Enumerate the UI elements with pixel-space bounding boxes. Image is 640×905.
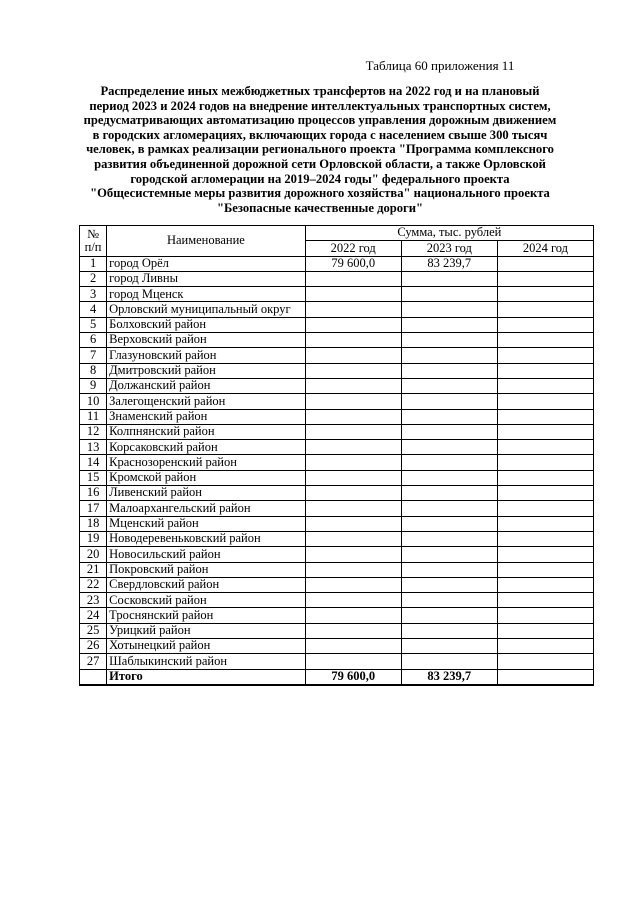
row-number: 1 [80, 256, 107, 271]
row-number: 18 [80, 516, 107, 531]
row-value-2022 [305, 639, 401, 654]
row-number: 5 [80, 317, 107, 332]
row-value-2024 [497, 639, 593, 654]
row-value-2022 [305, 271, 401, 286]
row-value-2024 [497, 271, 593, 286]
row-value-2022 [305, 409, 401, 424]
table-row [80, 608, 594, 623]
row-value-2024 [497, 409, 593, 424]
table-row [80, 394, 594, 409]
row-value-2022 [305, 424, 401, 439]
table-row [80, 256, 594, 271]
row-value-2022 [305, 562, 401, 577]
row-value-2022 [305, 501, 401, 516]
row-value-2024 [497, 501, 593, 516]
row-number: 16 [80, 486, 107, 501]
row-number: 21 [80, 562, 107, 577]
row-value-2024 [497, 593, 593, 608]
row-name: Ливенский район [107, 486, 305, 501]
row-value-2023 [401, 302, 497, 317]
row-value-2022 [305, 516, 401, 531]
row-value-2022 [305, 317, 401, 332]
table-row [80, 470, 594, 485]
row-value-2023: 83 239,7 [401, 256, 497, 271]
row-value-2024 [497, 394, 593, 409]
row-value-2022 [305, 470, 401, 485]
row-name: Покровский район [107, 562, 305, 577]
row-value-2023 [401, 623, 497, 638]
row-number: 4 [80, 302, 107, 317]
row-name: Краснозоренский район [107, 455, 305, 470]
row-value-2023 [401, 394, 497, 409]
row-value-2022 [305, 394, 401, 409]
row-name: Глазуновский район [107, 348, 305, 363]
row-value-2024 [497, 516, 593, 531]
row-value-2024 [497, 317, 593, 332]
header-name: Наименование [107, 226, 305, 257]
row-value-2023 [401, 547, 497, 562]
transfers-table [79, 225, 594, 686]
row-value-2024 [497, 378, 593, 393]
row-number: 6 [80, 333, 107, 348]
row-name: Шаблыкинский район [107, 654, 305, 669]
row-value-2023 [401, 348, 497, 363]
row-name: Малоархангельский район [107, 501, 305, 516]
table-row [80, 593, 594, 608]
row-value-2024 [497, 424, 593, 439]
row-number: 15 [80, 470, 107, 485]
table-row [80, 287, 594, 302]
row-name: Кромской район [107, 470, 305, 485]
row-name: Должанский район [107, 378, 305, 393]
row-value-2022 [305, 287, 401, 302]
row-value-2022 [305, 348, 401, 363]
row-number: 14 [80, 455, 107, 470]
row-name: город Мценск [107, 287, 305, 302]
appendix-reference: Таблица 60 приложения 11 [365, 58, 515, 73]
table-row [80, 455, 594, 470]
row-name: Орловский муниципальный округ [107, 302, 305, 317]
row-name: Свердловский район [107, 577, 305, 592]
table-row [80, 302, 594, 317]
row-value-2024 [497, 608, 593, 623]
row-name: город Орёл [107, 256, 305, 271]
table-row [80, 348, 594, 363]
row-value-2023 [401, 455, 497, 470]
header-number: № п/п [80, 226, 107, 257]
row-number: 10 [80, 394, 107, 409]
row-value-2024 [497, 287, 593, 302]
row-value-2024 [497, 623, 593, 638]
table-row [80, 501, 594, 516]
row-value-2024 [497, 654, 593, 669]
row-number: 20 [80, 547, 107, 562]
header-year-2022: 2022 год [305, 241, 401, 256]
row-number: 8 [80, 363, 107, 378]
row-value-2023 [401, 486, 497, 501]
row-number: 2 [80, 271, 107, 286]
row-value-2023 [401, 409, 497, 424]
row-value-2022 [305, 531, 401, 546]
row-value-2023 [401, 577, 497, 592]
row-value-2022: 79 600,0 [305, 256, 401, 271]
row-value-2023 [401, 654, 497, 669]
table-row [80, 639, 594, 654]
row-name: Дмитровский район [107, 363, 305, 378]
row-value-2024 [497, 470, 593, 485]
row-value-2023 [401, 593, 497, 608]
row-value-2023 [401, 470, 497, 485]
row-number: 24 [80, 608, 107, 623]
row-number: 3 [80, 287, 107, 302]
table-row [80, 531, 594, 546]
row-value-2023 [401, 516, 497, 531]
row-name: Троснянский район [107, 608, 305, 623]
row-number: 19 [80, 531, 107, 546]
table-row [80, 424, 594, 439]
table-row [80, 654, 594, 669]
row-value-2024 [497, 348, 593, 363]
row-name: Болховский район [107, 317, 305, 332]
row-number: 25 [80, 623, 107, 638]
table-row [80, 363, 594, 378]
row-value-2022 [305, 547, 401, 562]
row-value-2022 [305, 378, 401, 393]
row-value-2024 [497, 302, 593, 317]
table-row [80, 271, 594, 286]
row-name: Новосильский район [107, 547, 305, 562]
row-number: 9 [80, 378, 107, 393]
row-value-2024 [497, 531, 593, 546]
row-name: Залегощенский район [107, 394, 305, 409]
row-value-2022 [305, 333, 401, 348]
row-value-2022 [305, 440, 401, 455]
row-number: 27 [80, 654, 107, 669]
row-name: город Ливны [107, 271, 305, 286]
table-row [80, 623, 594, 638]
row-value-2023 [401, 363, 497, 378]
row-value-2023 [401, 317, 497, 332]
document-title: Распределение иных межбюджетных трансфертов на 2022 год и на плановый период 2023 и 2024 годов на внедрение интеллектуальных транспортных систем, предусматривающих автоматизацию процессов управления дорожным движением в городских агломерациях, включающих города с населением свыше 300 тысяч человек, в рамках реализации регионального проекта "Программа комплексного развития объединенной дорожной сети Орловской области, а также Орловской городской агломерации на 2019–2024 годы" федерального проекта "Общесистемные меры развития дорожного хозяйства" национального проекта "Безопасные качественные дороги" [83, 84, 557, 215]
row-value-2022 [305, 623, 401, 638]
row-value-2022 [305, 455, 401, 470]
row-value-2024 [497, 455, 593, 470]
row-value-2022 [305, 577, 401, 592]
table-row [80, 486, 594, 501]
total-label: Итого [107, 669, 305, 685]
row-value-2023 [401, 440, 497, 455]
row-value-2024 [497, 440, 593, 455]
row-name: Урицкий район [107, 623, 305, 638]
row-number: 11 [80, 409, 107, 424]
row-value-2023 [401, 333, 497, 348]
table-row [80, 547, 594, 562]
row-value-2022 [305, 654, 401, 669]
row-value-2023 [401, 639, 497, 654]
table-row [80, 409, 594, 424]
row-value-2023 [401, 608, 497, 623]
row-name: Сосковский район [107, 593, 305, 608]
row-value-2024 [497, 333, 593, 348]
total-value-2023: 83 239,7 [401, 669, 497, 685]
row-value-2022 [305, 486, 401, 501]
total-value-2024 [497, 669, 593, 685]
table-row [80, 516, 594, 531]
row-number: 26 [80, 639, 107, 654]
row-number: 17 [80, 501, 107, 516]
row-value-2024 [497, 547, 593, 562]
header-year-2023: 2023 год [401, 241, 497, 256]
row-value-2023 [401, 378, 497, 393]
table-row [80, 440, 594, 455]
row-name: Корсаковский район [107, 440, 305, 455]
row-value-2022 [305, 593, 401, 608]
row-name: Хотынецкий район [107, 639, 305, 654]
row-number: 22 [80, 577, 107, 592]
row-name: Верховский район [107, 333, 305, 348]
row-name: Знаменский район [107, 409, 305, 424]
row-value-2023 [401, 562, 497, 577]
table-row [80, 317, 594, 332]
row-value-2023 [401, 271, 497, 286]
row-value-2023 [401, 287, 497, 302]
row-value-2024 [497, 562, 593, 577]
row-value-2024 [497, 577, 593, 592]
header-sum: Сумма, тыс. рублей [305, 226, 593, 241]
table-row [80, 333, 594, 348]
row-value-2023 [401, 424, 497, 439]
row-number: 23 [80, 593, 107, 608]
total-number [80, 669, 107, 685]
row-name: Колпнянский район [107, 424, 305, 439]
total-value-2022: 79 600,0 [305, 669, 401, 685]
header-year-2024: 2024 год [497, 241, 593, 256]
row-value-2022 [305, 302, 401, 317]
row-value-2024 [497, 486, 593, 501]
row-name: Новодеревеньковский район [107, 531, 305, 546]
table-row [80, 562, 594, 577]
row-value-2022 [305, 363, 401, 378]
table-body [80, 256, 594, 685]
total-row [80, 669, 594, 685]
table-row [80, 378, 594, 393]
row-name: Мценский район [107, 516, 305, 531]
row-value-2023 [401, 501, 497, 516]
row-number: 12 [80, 424, 107, 439]
row-value-2022 [305, 608, 401, 623]
row-value-2023 [401, 531, 497, 546]
table-row [80, 577, 594, 592]
row-number: 13 [80, 440, 107, 455]
row-value-2024 [497, 256, 593, 271]
row-value-2024 [497, 363, 593, 378]
row-number: 7 [80, 348, 107, 363]
